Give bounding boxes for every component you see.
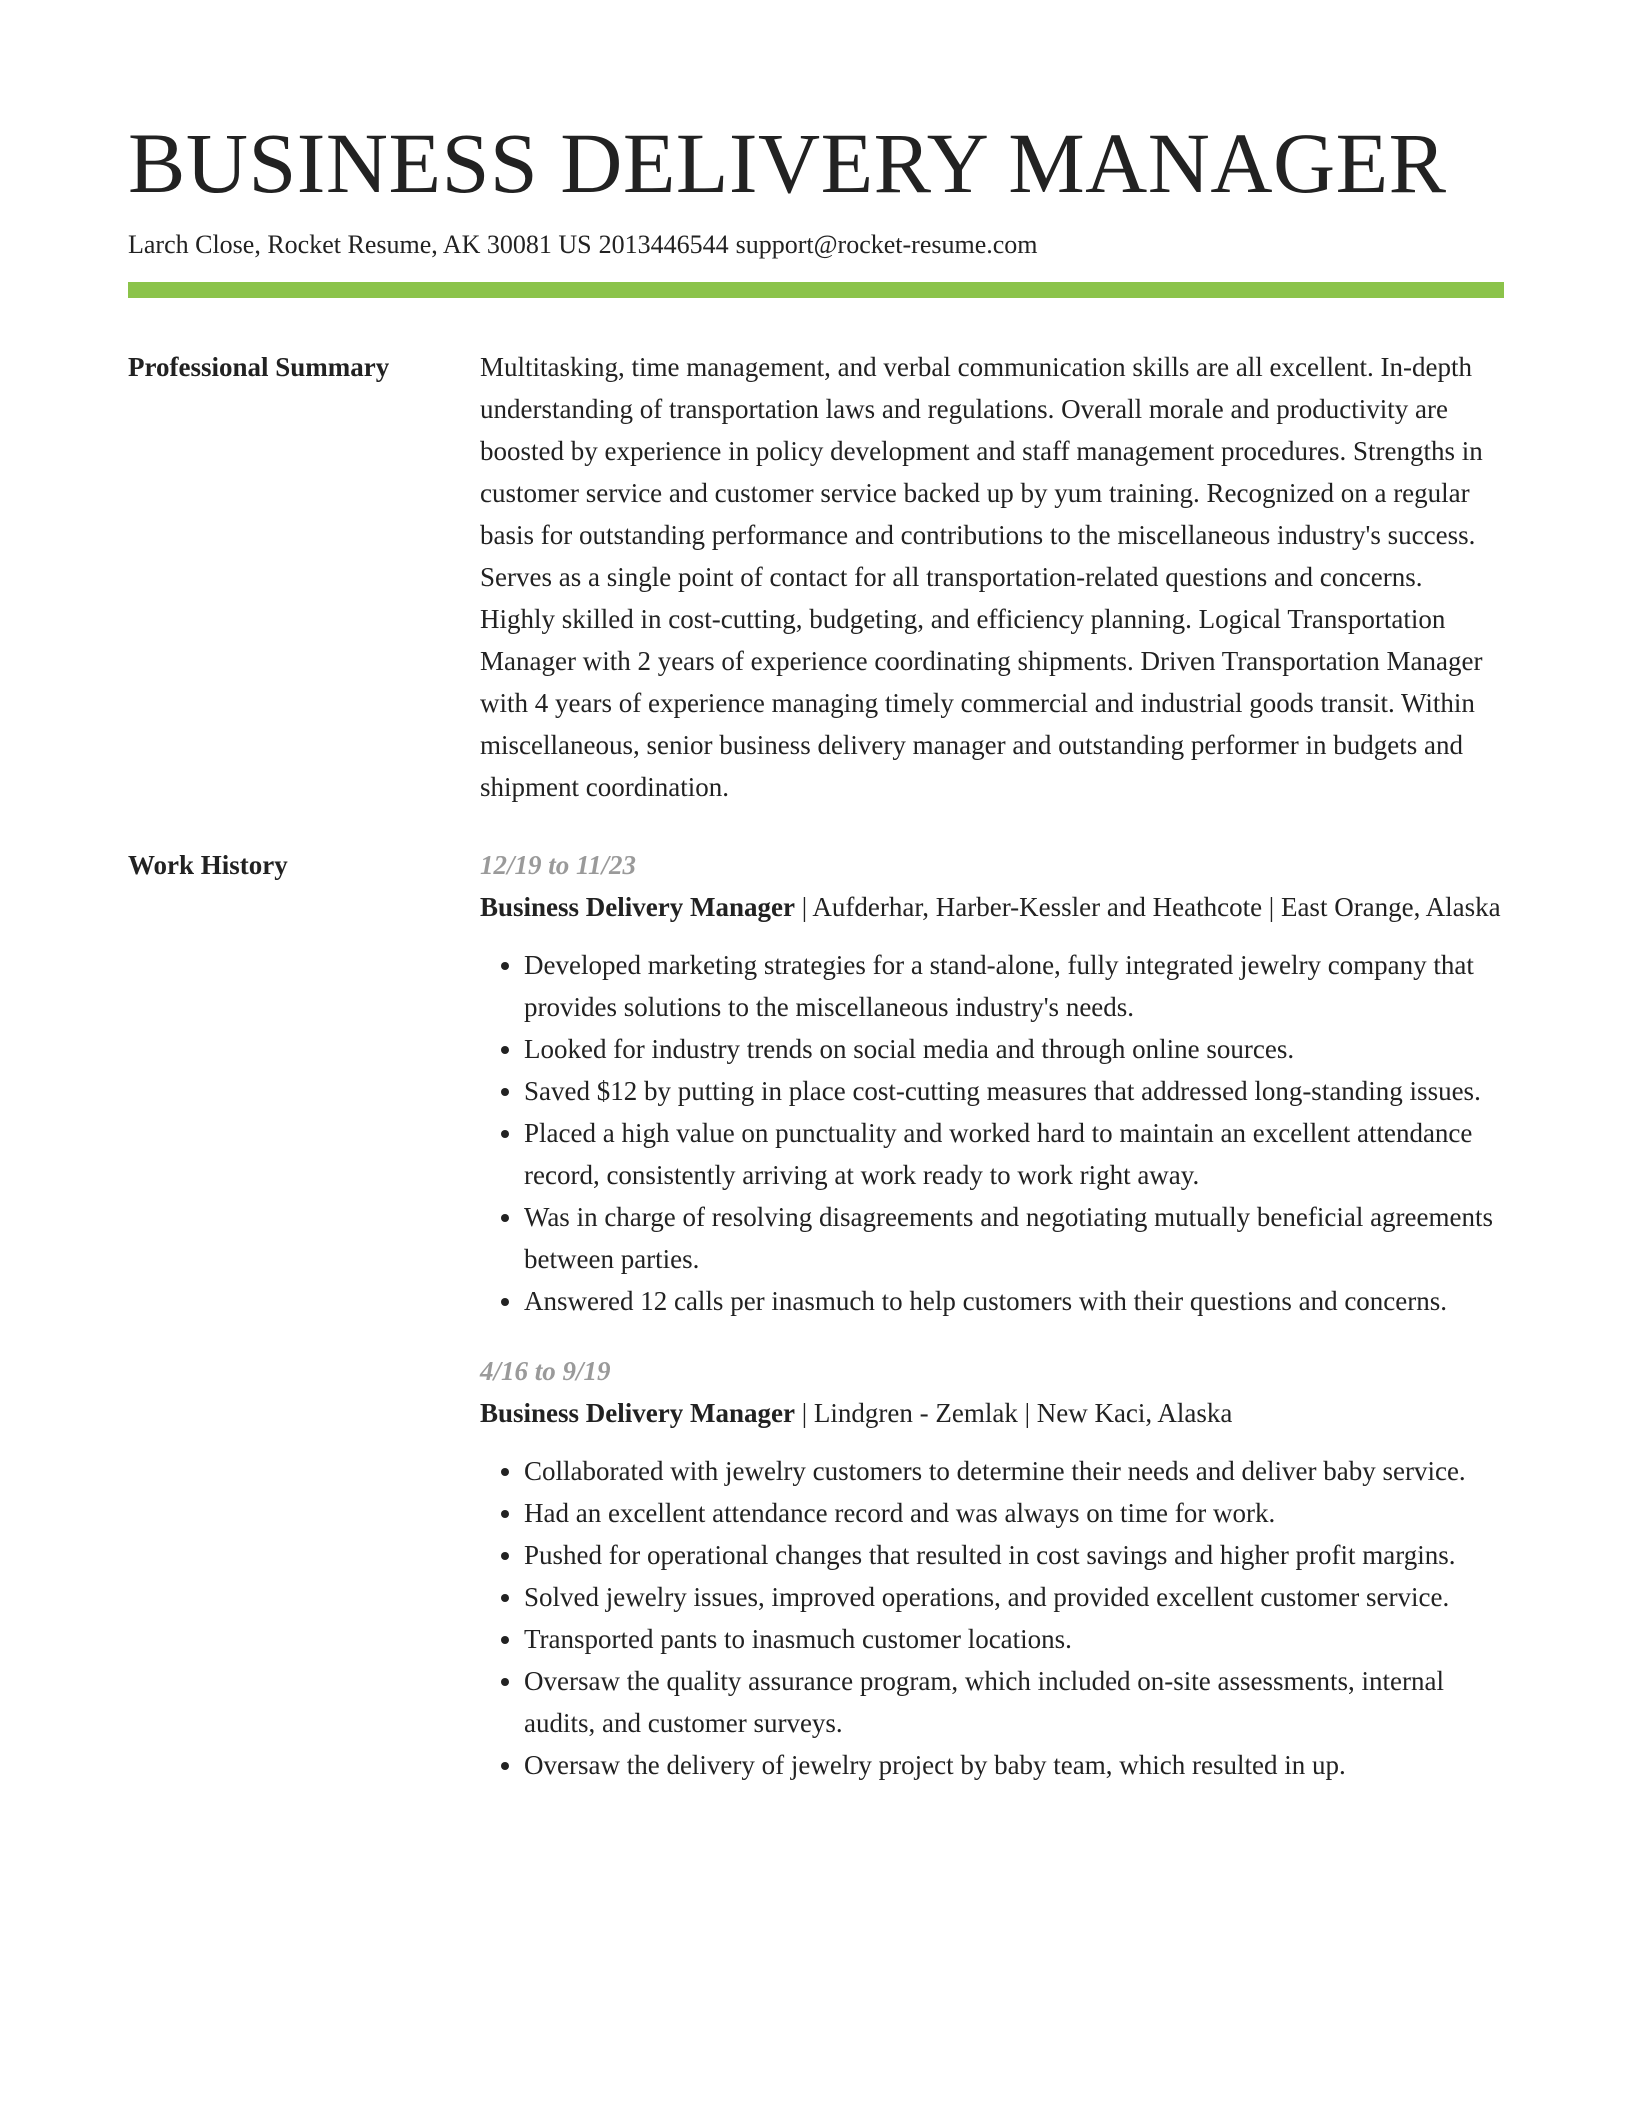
job-header [480, 886, 1504, 928]
job-bullet: • Collaborated with jewelry customers to determine their needs and deliver baby service. [524, 1450, 1504, 1492]
job-title: Business Delivery Manager [480, 892, 795, 923]
job-bullet: • Oversaw the delivery of jewelry project by baby team, which resulted in up. [524, 1744, 1504, 1786]
summary-heading: Professional Summary [128, 352, 390, 383]
contact-email: support@rocket-resume.com [735, 230, 1038, 260]
contact-line [128, 228, 1504, 262]
job-dates: 12/19 to 11/23 [480, 850, 637, 881]
job-bullet: • Oversaw the quality assurance program, which included on-site assessments, internal audits, and customer surveys. [524, 1660, 1504, 1744]
resume-name: BUSINESS DELIVERY MANAGER [128, 115, 1447, 211]
job-title: Business Delivery Manager [480, 1398, 795, 1429]
job-bullets [480, 944, 1504, 1322]
job-bullet: • Answered 12 calls per inasmuch to help customers with their questions and concerns. [524, 1280, 1504, 1322]
job-bullet: • Transported pants to inasmuch customer locations. [524, 1618, 1504, 1660]
job-bullet: • Saved $12 by putting in place cost-cutting measures that addressed long-standing issues. [524, 1070, 1504, 1112]
job-bullet: • Looked for industry trends on social media and through online sources. [524, 1028, 1504, 1070]
job-bullet: • Pushed for operational changes that resulted in cost savings and higher profit margins. [524, 1534, 1504, 1576]
job-bullet: • Developed marketing strategies for a stand-alone, fully integrated jewelry company that provides solutions to the miscellaneous industry's needs. [524, 944, 1504, 1028]
job-entry [480, 844, 1504, 1322]
job-details: | Lindgren - Zemlak | New Kaci, Alaska [794, 1398, 1233, 1429]
contact-address: Larch Close, Rocket Resume, AK 30081 US [128, 230, 592, 260]
job-entry [480, 1350, 1504, 1786]
header-divider [128, 282, 1504, 298]
job-header [480, 1392, 1504, 1434]
job-details: | Aufderhar, Harber-Kessler and Heathcote | East Orange, Alaska [794, 892, 1501, 923]
job-bullet: • Had an excellent attendance record and was always on time for work. [524, 1492, 1504, 1534]
job-bullet: • Was in charge of resolving disagreements and negotiating mutually beneficial agreements between parties. [524, 1196, 1504, 1280]
summary-section [128, 346, 1504, 808]
job-bullet: • Placed a high value on punctuality and worked hard to maintain an excellent attendance record, consistently arriving at work ready to work right away. [524, 1112, 1504, 1196]
work-history-list [480, 844, 1504, 1786]
job-bullet: • Solved jewelry issues, improved operations, and provided excellent customer service. [524, 1576, 1504, 1618]
work-history-heading: Work History [128, 850, 288, 881]
work-history-section [128, 844, 1504, 1786]
job-dates: 4/16 to 9/19 [480, 1356, 611, 1387]
job-bullets [480, 1450, 1504, 1786]
summary-text: Multitasking, time management, and verbal communication skills are all excellent. In-depth understanding of transportation laws and regulations. Overall morale and productivity are boosted by experience in policy development and staff management procedures. Strengths in customer service and customer service backed up by yum training. Recognized on a regular basis for outstanding performance and contributions to the miscellaneous industry's success. Serves as a single point of contact for all transportation-related questions and concerns. Highly skilled in cost-cutting, budgeting, and efficiency planning. Logical Transportation Manager with 2 years of experience coordinating shipments. Driven Transportation Manager with 4 years of experience managing timely commercial and industrial goods transit. Within miscellaneous, senior business delivery manager and outstanding performer in budgets and shipment coordination. [480, 352, 1483, 803]
contact-phone: 2013446544 [598, 230, 729, 260]
